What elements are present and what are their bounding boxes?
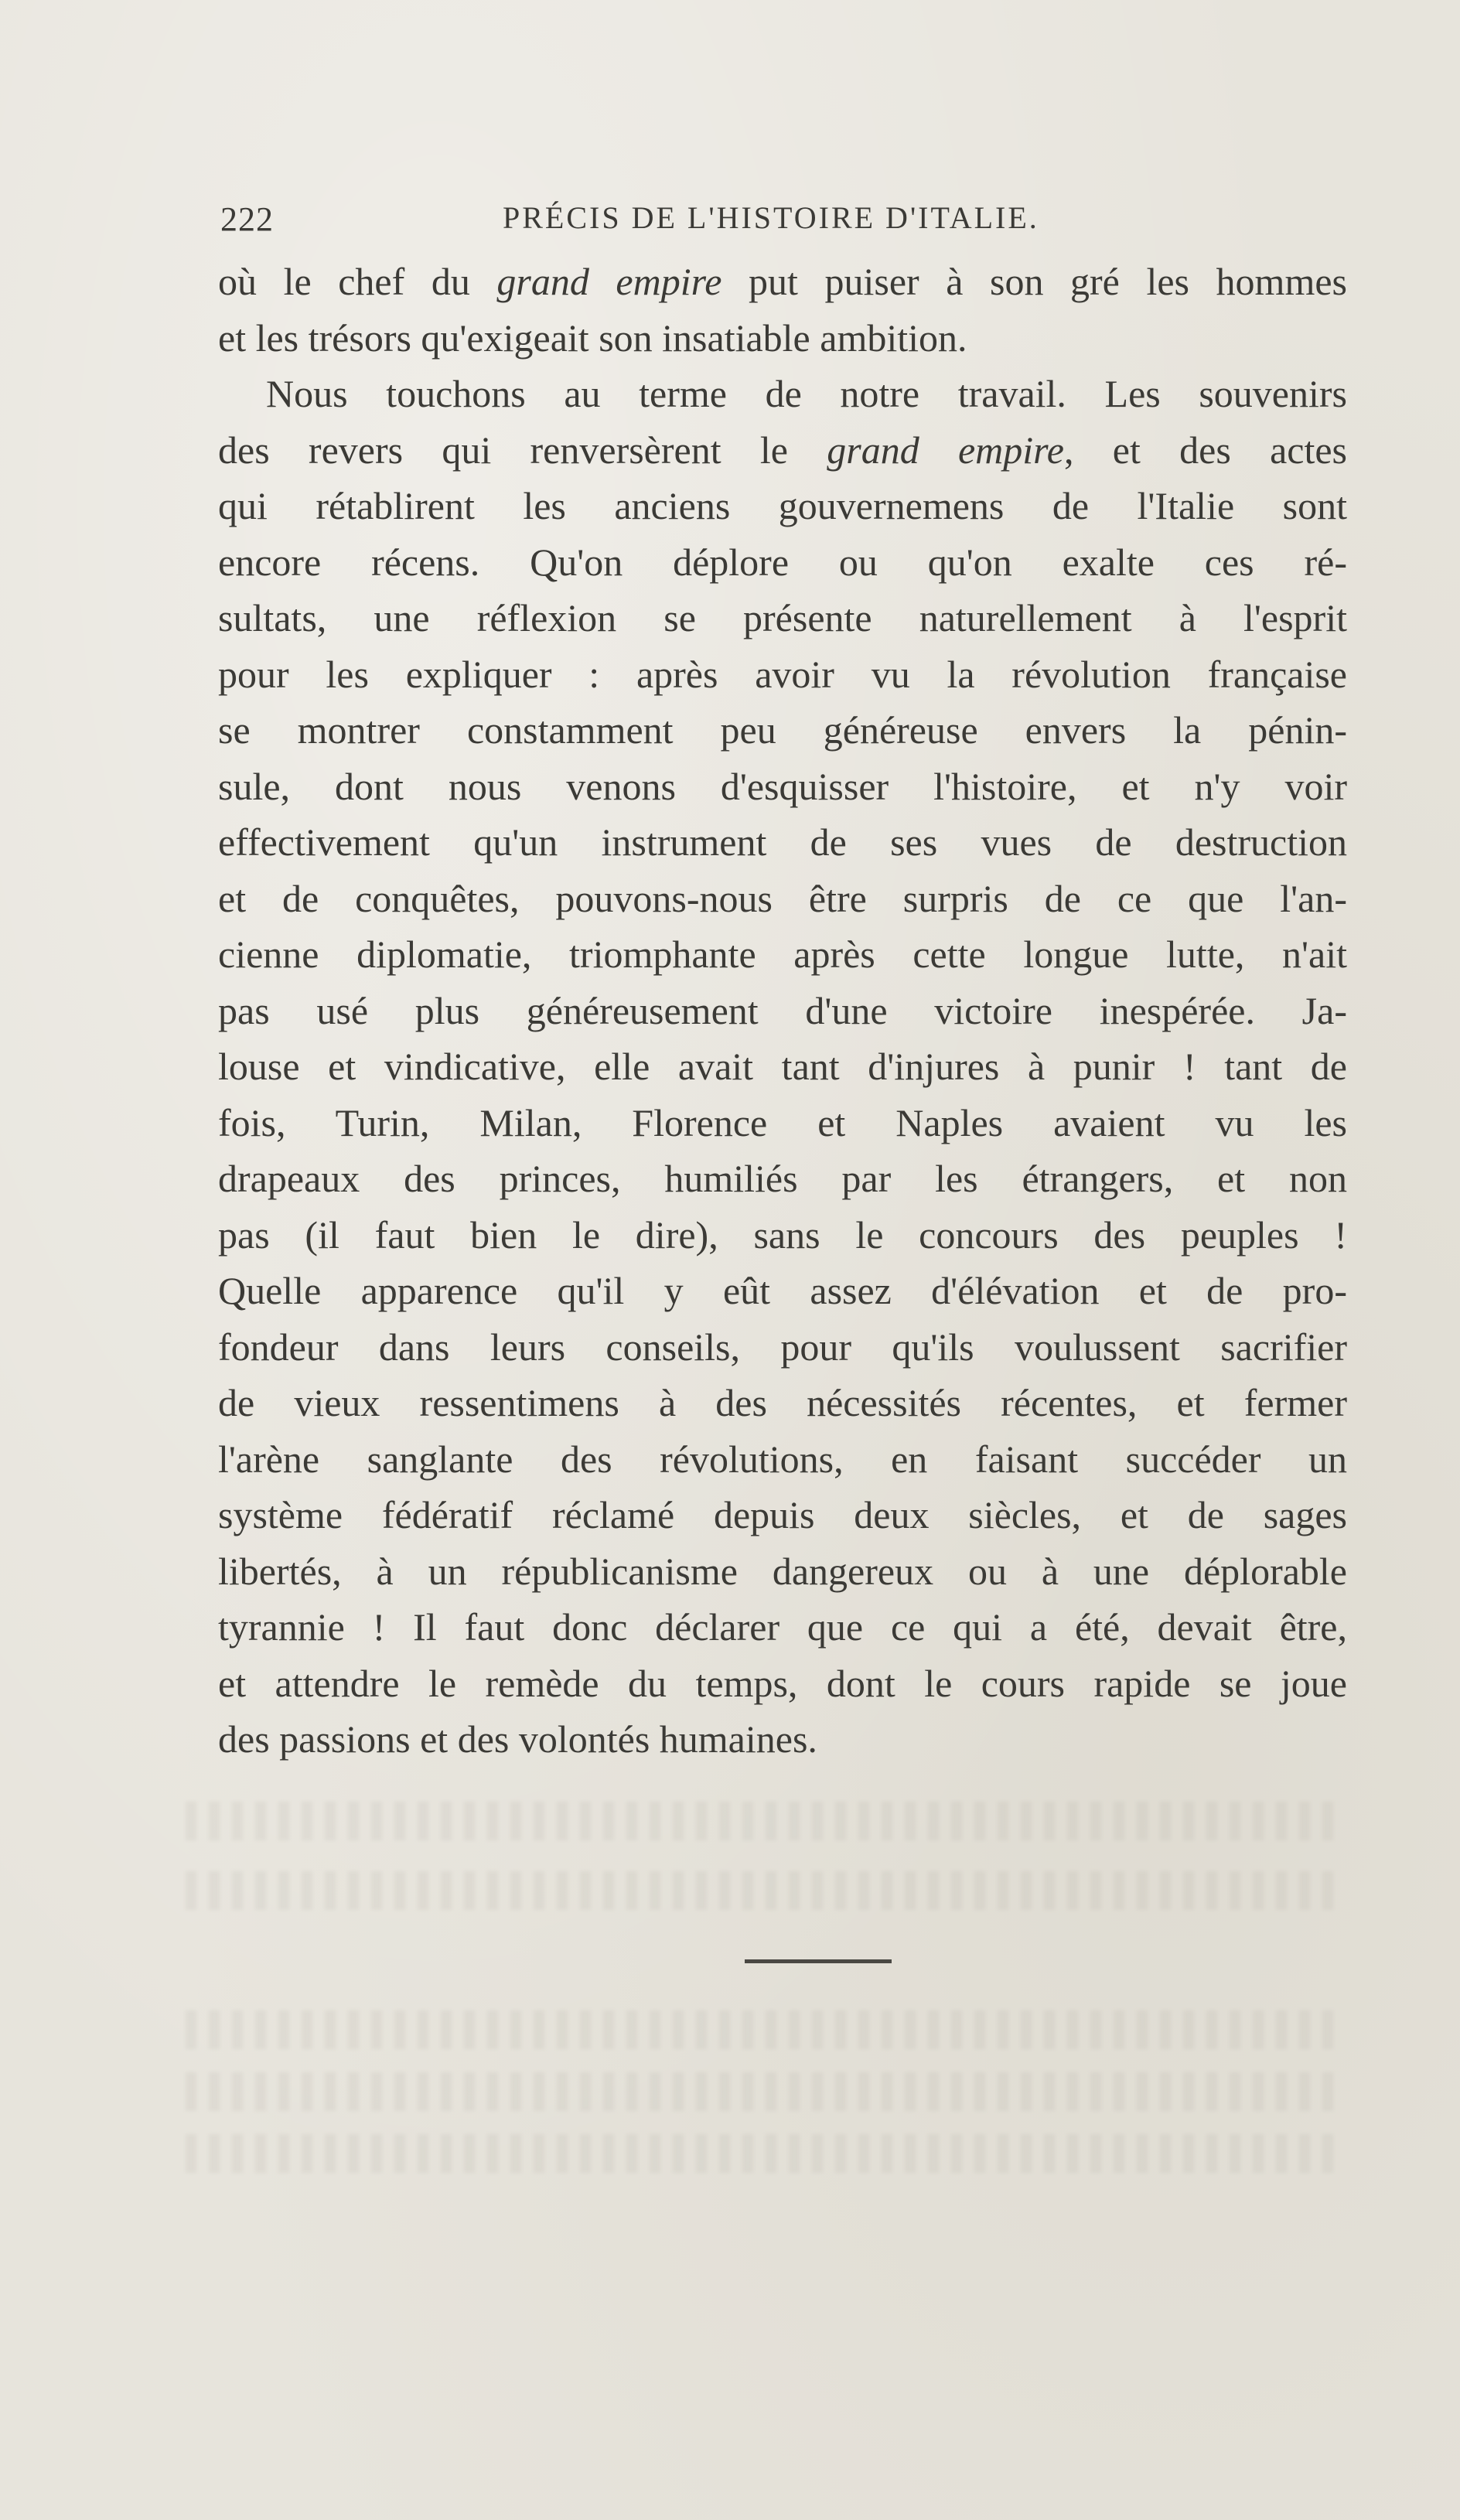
text-line: qui rétablirent les anciens gouvernemens de l'Italie sont xyxy=(218,484,1347,527)
text-line: et de conquêtes, pouvons-nous être surpris de ce que l'an- xyxy=(218,876,1347,920)
text-line: sultats, une réflexion se présente naturellement à l'esprit xyxy=(218,596,1347,639)
text-line: encore récens. Qu'on déplore ou qu'on exalte ces ré- xyxy=(218,540,1347,584)
text-line: pour les expliquer : après avoir vu la révolution française xyxy=(218,652,1347,696)
text-line: libertés, à un républicanisme dangereux ou à une déplorable xyxy=(218,1549,1347,1593)
show-through-texture xyxy=(186,2072,1346,2111)
end-rule xyxy=(745,1959,892,1963)
text-line: système fédératif réclamé depuis deux siècles, et de sages xyxy=(218,1493,1347,1536)
show-through-texture xyxy=(186,2134,1346,2173)
text-line: où le chef du grand empire put puiser à son gré les hommes xyxy=(218,260,1347,303)
text-line: de vieux ressentimens à des nécessités récentes, et fermer xyxy=(218,1381,1347,1424)
text-line: des passions et des volontés humaines. xyxy=(218,1717,817,1761)
text-line: louse et vindicative, elle avait tant d'injures à punir ! tant de xyxy=(218,1045,1347,1088)
text-line: l'arène sanglante des révolutions, en faisant succéder un xyxy=(218,1437,1347,1481)
text-line: se montrer constamment peu généreuse envers la pénin- xyxy=(218,708,1347,752)
text-line: pas (il faut bien le dire), sans le concours des peuples ! xyxy=(218,1212,1347,1257)
text-line: cienne diplomatie, triomphante après cette longue lutte, n'ait xyxy=(218,933,1347,976)
text-line: tyrannie ! Il faut donc déclarer que ce qui a été, devait être, xyxy=(218,1605,1347,1649)
text-line: drapeaux des princes, humiliés par les étrangers, et non xyxy=(218,1157,1347,1200)
text-line: effectivement qu'un instrument de ses vues de destruction xyxy=(218,820,1347,864)
text-line: fondeur dans leurs conseils, pour qu'ils voulussent sacrifier xyxy=(218,1325,1347,1369)
text-line: pas usé plus généreusement d'une victoire inespérée. Ja- xyxy=(218,988,1347,1032)
page-number: 222 xyxy=(220,200,274,238)
text-line: et les trésors qu'exigeait son insatiable ambition. xyxy=(218,315,967,360)
running-title: PRÉCIS DE L'HISTOIRE D'ITALIE. xyxy=(503,200,1039,235)
text-line: fois, Turin, Milan, Florence et Naples avaient vu les xyxy=(218,1100,1347,1144)
text-line: et attendre le remède du temps, dont le cours rapide se joue xyxy=(218,1661,1347,1705)
text-line: Quelle apparence qu'il y eût assez d'élévation et de pro- xyxy=(218,1269,1347,1312)
running-head xyxy=(220,199,1349,246)
text-line: sule, dont nous venons d'esquisser l'histoire, et n'y voir xyxy=(218,764,1347,808)
show-through-texture xyxy=(186,1802,1346,1840)
show-through-texture xyxy=(186,2010,1346,2049)
text-line: Nous touchons au terme de notre travail. Les souvenirs xyxy=(266,372,1347,415)
body-text xyxy=(218,254,1347,1768)
text-line: des revers qui renversèrent le grand empire, et des actes xyxy=(218,428,1347,472)
show-through-texture xyxy=(186,1871,1346,1910)
